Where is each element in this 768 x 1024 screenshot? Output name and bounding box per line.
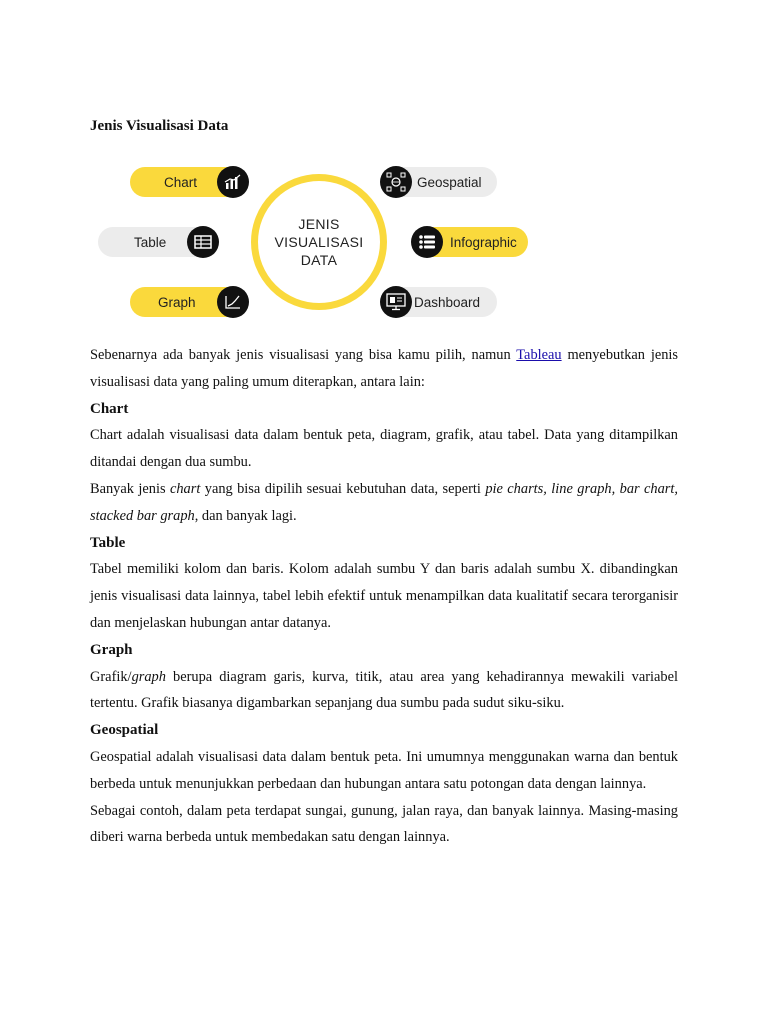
chart-p2-a: Banyak jenis: [90, 480, 170, 497]
chart-paragraph-1: Chart adalah visualisasi data dalam bentuk peta, diagram, grafik, atau tabel. Data yang ditampilkan ditandai dengan dua sumbu.: [90, 427, 678, 471]
heading-graph: Graph: [90, 641, 133, 658]
table-grid-icon: [187, 226, 219, 258]
chart-paragraph-2: [90, 476, 678, 530]
intro-text-start: Sebenarnya ada banyak jenis visualisasi yang bisa kamu pilih, namun: [90, 347, 517, 363]
diagram-item-chart: [130, 167, 248, 197]
graph-paragraph-1: [90, 664, 678, 718]
diagram-label-geospatial: Geospatial: [417, 174, 482, 190]
diagram-item-table: [98, 227, 218, 257]
table-paragraph-1: Tabel memiliki kolom dan baris. Kolom adalah sumbu Y dan baris adalah sumbu X. dibandingkan jenis visualisasi data lainnya, tabel lebih efektif untuk menampilkan data kualitatif secara terorganisir dan menjelaskan hubungan antar datanya.: [90, 561, 678, 631]
line-graph-icon: [217, 286, 249, 318]
heading-geospatial: Geospatial: [90, 722, 159, 739]
geospatial-paragraph-2: Sebagai contoh, dalam peta terdapat sungai, gunung, jalan raya, dan banyak lainnya. Masing-masing diberi warna berbeda untuk membedakan satu dengan lainnya.: [90, 802, 678, 846]
geospatial-paragraph-1: Geospatial adalah visualisasi data dalam bentuk peta. Ini umumnya menggunakan warna dan bentuk berbeda untuk menunjukkan perbedaan dan hubungan antara satu potongan data dengan lainnya.: [90, 748, 678, 792]
diagram-hub: [251, 174, 387, 310]
hub-label: JENIS VISUALISASI DATA: [274, 216, 364, 268]
globe-network-icon: [380, 166, 412, 198]
article-body: [90, 342, 678, 851]
graph-p1-b: berupa diagram garis, kurva, titik, atau area yang kehadirannya mewakili variabel tertentu. Grafik biasanya digambarkan sepanjang dua sumbu pada sudut siku-siku.: [90, 668, 678, 712]
intro-paragraph: [90, 342, 678, 396]
diagram-item-infographic: [412, 227, 528, 257]
list-icon: [411, 226, 443, 258]
intro-text-end: menyebutkan jenis visualisasi data yang paling umum diterapkan, antara lain:: [90, 347, 679, 390]
monitor-dashboard-icon: [380, 286, 412, 318]
diagram-item-graph: [130, 287, 248, 317]
diagram-item-geospatial: [381, 167, 497, 197]
diagram-item-dashboard: [381, 287, 497, 317]
visualization-types-diagram: [95, 160, 535, 330]
bar-chart-icon: [217, 166, 249, 198]
diagram-label-infographic: Infographic: [450, 234, 517, 250]
diagram-label-dashboard: Dashboard: [414, 294, 481, 310]
chart-p2-c: , dan banyak lagi.: [194, 507, 297, 524]
heading-table: Table: [90, 534, 126, 551]
graph-p1-em: graph: [131, 668, 166, 685]
diagram-label-table: Table: [134, 234, 167, 250]
chart-p2-em1: chart: [169, 480, 201, 497]
diagram-label-chart: Chart: [164, 174, 198, 190]
graph-p1-a: Grafik/: [90, 668, 132, 685]
tableau-link[interactable]: Tableau: [516, 347, 562, 363]
chart-p2-em2: pie charts, line graph, bar chart, stacked bar graph: [90, 480, 678, 524]
heading-chart: Chart: [90, 400, 129, 417]
chart-p2-b: yang bisa dipilih sesuai kebutuhan data, seperti: [200, 480, 486, 497]
diagram-label-graph: Graph: [158, 294, 196, 310]
document-title: Jenis Visualisasi Data: [90, 118, 229, 134]
